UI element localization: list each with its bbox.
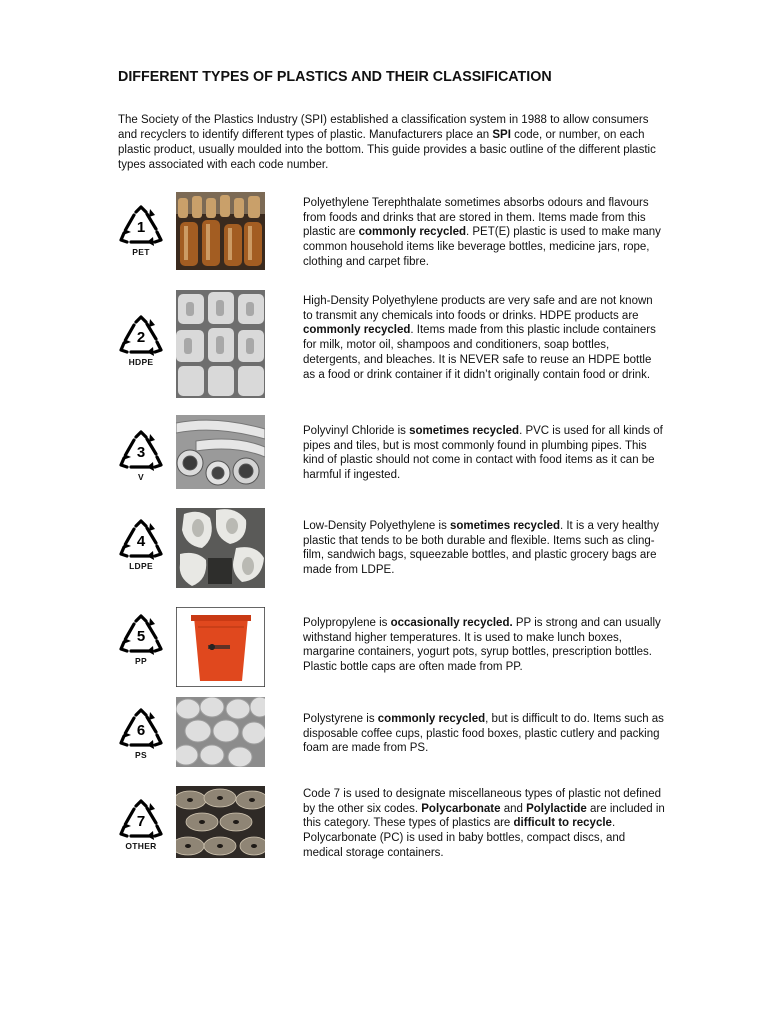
recycle-triangle-icon — [116, 204, 166, 246]
other-discs-photo — [176, 786, 265, 858]
pp-bucket-photo — [176, 607, 265, 687]
recycle-number: 4 — [136, 533, 146, 550]
recycle-triangle-icon — [116, 798, 166, 840]
recycle-triangle-icon — [116, 518, 166, 560]
plastic-code-label: HDPE — [128, 357, 154, 367]
plastic-description: Polyvinyl Chloride is sometimes recycled. PVC is used for all kinds of pipes and tiles, but is most commonly found in plumbing pipes. This kind of plastic should not come in contact with food items as it can be harmful if ingested. — [303, 425, 663, 482]
plastic-code-label: PP — [135, 656, 147, 666]
recycle-triangle-icon — [116, 314, 166, 356]
page-title: DIFFERENT TYPES OF PLASTICS AND THEIR CLASSIFICATION — [118, 69, 552, 85]
plastic-code-label: V — [138, 472, 144, 482]
plastic-description: High-Density Polyethylene products are very safe and are not known to transmit any chemicals into foods or drinks. HDPE products are commonly recycled. Items made from this plastic include containers for milk, motor oil, shampoos and conditioners, soap bottles, detergents, and bleaches. It is NEVER safe to reuse an HDPE bottle as a food or drink container if it didn’t originally contain food or drink. — [303, 295, 656, 381]
plastic-code-label: OTHER — [125, 841, 157, 851]
recycle-triangle-icon — [116, 613, 166, 655]
recycle-symbol-4 — [116, 518, 166, 571]
hdpe-jugs-photo — [176, 290, 265, 398]
intro-bold-spi: SPI — [492, 129, 511, 141]
plastic-description: Code 7 is used to designate miscellaneous types of plastic not defined by the other six codes. Polycarbonate and Polylactide are included in this category. These types of plastics are difficult to recycle. Polycarbonate (PC) is used in baby bottles, compact discs, and medical storage containers. — [303, 788, 665, 859]
recycle-symbol-7 — [116, 798, 166, 851]
plastic-description: Polyethylene Terephthalate sometimes absorbs odours and flavours from foods and drinks that are stored in them. Items made from this plastic are commonly recycled. PET(E) plastic is used to make many common household items like beverage bottles, medicine jars, rope, clothing and carpet fibre. — [303, 197, 661, 268]
ps-cups-photo — [176, 697, 265, 767]
intro-text-cont: code, or number, on each plastic product, usually moulded into the bottom. This guide provides a basic outline of the different plastic types associated with each code number. — [118, 129, 656, 171]
recycle-symbol-6 — [116, 707, 166, 760]
plastic-description: Polypropylene is occasionally recycled. PP is strong and can usually withstand higher temperatures. It is used to make lunch boxes, margarine containers, yogurt pots, syrup bottles, prescription bottles. Plastic bottle caps are often made from PP. — [303, 617, 661, 674]
recycle-number: 2 — [136, 329, 146, 346]
ldpe-bags-photo — [176, 508, 265, 588]
recycle-triangle-icon — [116, 707, 166, 749]
recycle-symbol-5 — [116, 613, 166, 666]
plastic-code-label: LDPE — [129, 561, 153, 571]
plastic-code-label: PET — [132, 247, 150, 257]
recycle-number: 1 — [136, 219, 146, 236]
plastic-description: Low-Density Polyethylene is sometimes recycled. It is a very healthy plastic that tends to be both durable and flexible. Items such as cling-film, sandwich bags, squeezable bottles, and plastic grocery bags are made from LDPE. — [303, 520, 660, 577]
recycle-symbol-2 — [116, 314, 166, 367]
pet-bottles-photo — [176, 192, 265, 270]
intro-text: The Society of the Plastics Industry (SPI) established a classification system in 1988 to allow consumers and recyclers to identify different types of plastic. Manufacturers place an — [118, 114, 649, 141]
plastic-code-label: PS — [135, 750, 147, 760]
intro-paragraph — [118, 113, 658, 173]
recycle-number: 7 — [136, 813, 146, 830]
recycle-number: 6 — [136, 722, 146, 739]
recycle-symbol-3 — [116, 429, 166, 482]
pvc-pipes-photo — [176, 415, 265, 489]
recycle-triangle-icon — [116, 429, 166, 471]
recycle-symbol-1 — [116, 204, 166, 257]
plastic-description: Polystyrene is commonly recycled, but is difficult to do. Items such as disposable coffee cups, plastic food boxes, plastic cutlery and packing foam are made from PS. — [303, 713, 664, 755]
recycle-number: 3 — [136, 444, 146, 461]
recycle-number: 5 — [136, 628, 146, 645]
